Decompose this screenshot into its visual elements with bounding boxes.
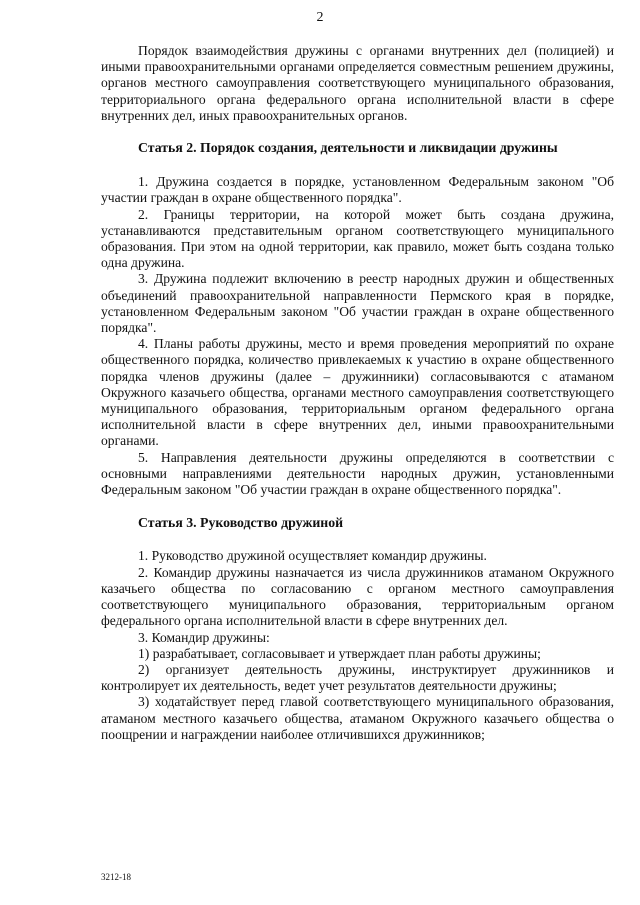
document-code: 3212-18 <box>101 872 131 882</box>
article-3-heading: Статья 3. Руководство дружиной <box>138 515 344 531</box>
article-3-item-3: 3. Командир дружины: <box>138 629 270 645</box>
article-3-subitem-2: 2) организует деятельность дружины, инструктирует дружинников и контролирует их деятельность, ведет учет результатов деятельности дружины; <box>101 661 614 694</box>
article-2-item-3: 3. Дружина подлежит включению в реестр народных дружин и общественных объединений правоохранительной направленности Пермского края в порядке, установленном Федеральным законом "Об участии граждан в охране общественного порядка". <box>101 271 614 336</box>
article-2-heading: Статья 2. Порядок создания, деятельности и ликвидации дружины <box>138 140 558 156</box>
article-3-item-1: 1. Руководство дружиной осуществляет командир дружины. <box>138 548 487 564</box>
article-3-item-2: 2. Командир дружины назначается из числа дружинников атаманом Окружного казачьего общества по согласованию с органом местного самоуправления соответствующего муниципального образования, территориальным органом федерального органа исполнительной власти в сфере внутренних дел. <box>101 564 614 629</box>
article-2-item-2: 2. Границы территории, на которой может быть создана дружина, устанавливаются представительным органом соответствующего муниципального образования. При этом на одной территории, как правило, может быть создана только одна дружина. <box>101 206 614 271</box>
page-number: 2 <box>316 10 324 25</box>
document-body <box>101 43 614 743</box>
article-3-subitem-1: 1) разрабатывает, согласовывает и утверждает план работы дружины; <box>138 645 541 661</box>
article-2-item-5: 5. Направления деятельности дружины определяются в соответствии с основными направлениями деятельности народных дружин, установленными Федеральным законом "Об участии граждан в охране общественного порядка". <box>101 449 614 498</box>
article-2-item-4: 4. Планы работы дружины, место и время проведения мероприятий по охране общественного порядка, количество привлекаемых к участию в охране общественного порядка членов дружины (далее – дружинники) согласовываются с атаманом Окружного казачьего общества, органами местного самоуправления соответствующего муниципального образования, территориальным органом федерального органа исполнительной власти в сфере внутренних дел, иными правоохранительными органами. <box>101 336 614 449</box>
article-3-subitem-3: 3) ходатайствует перед главой соответствующего муниципального образования, атаманом местного казачьего общества, атаманом Окружного казачьего общества о поощрении и награждении наиболее отличившихся дружинников; <box>101 694 614 742</box>
intro-paragraph: Порядок взаимодействия дружины с органами внутренних дел (полицией) и иными правоохранительными органами определяется совместным решением дружины, органов местного самоуправления соответствующего муниципального образования, территориального органа федерального органа исполнительной власти в сфере внутренних дел, иных правоохранительных органов. <box>101 43 614 123</box>
article-2-item-1: 1. Дружина создается в порядке, установленном Федеральным законом "Об участии граждан в охране общественного порядка". <box>101 174 614 206</box>
